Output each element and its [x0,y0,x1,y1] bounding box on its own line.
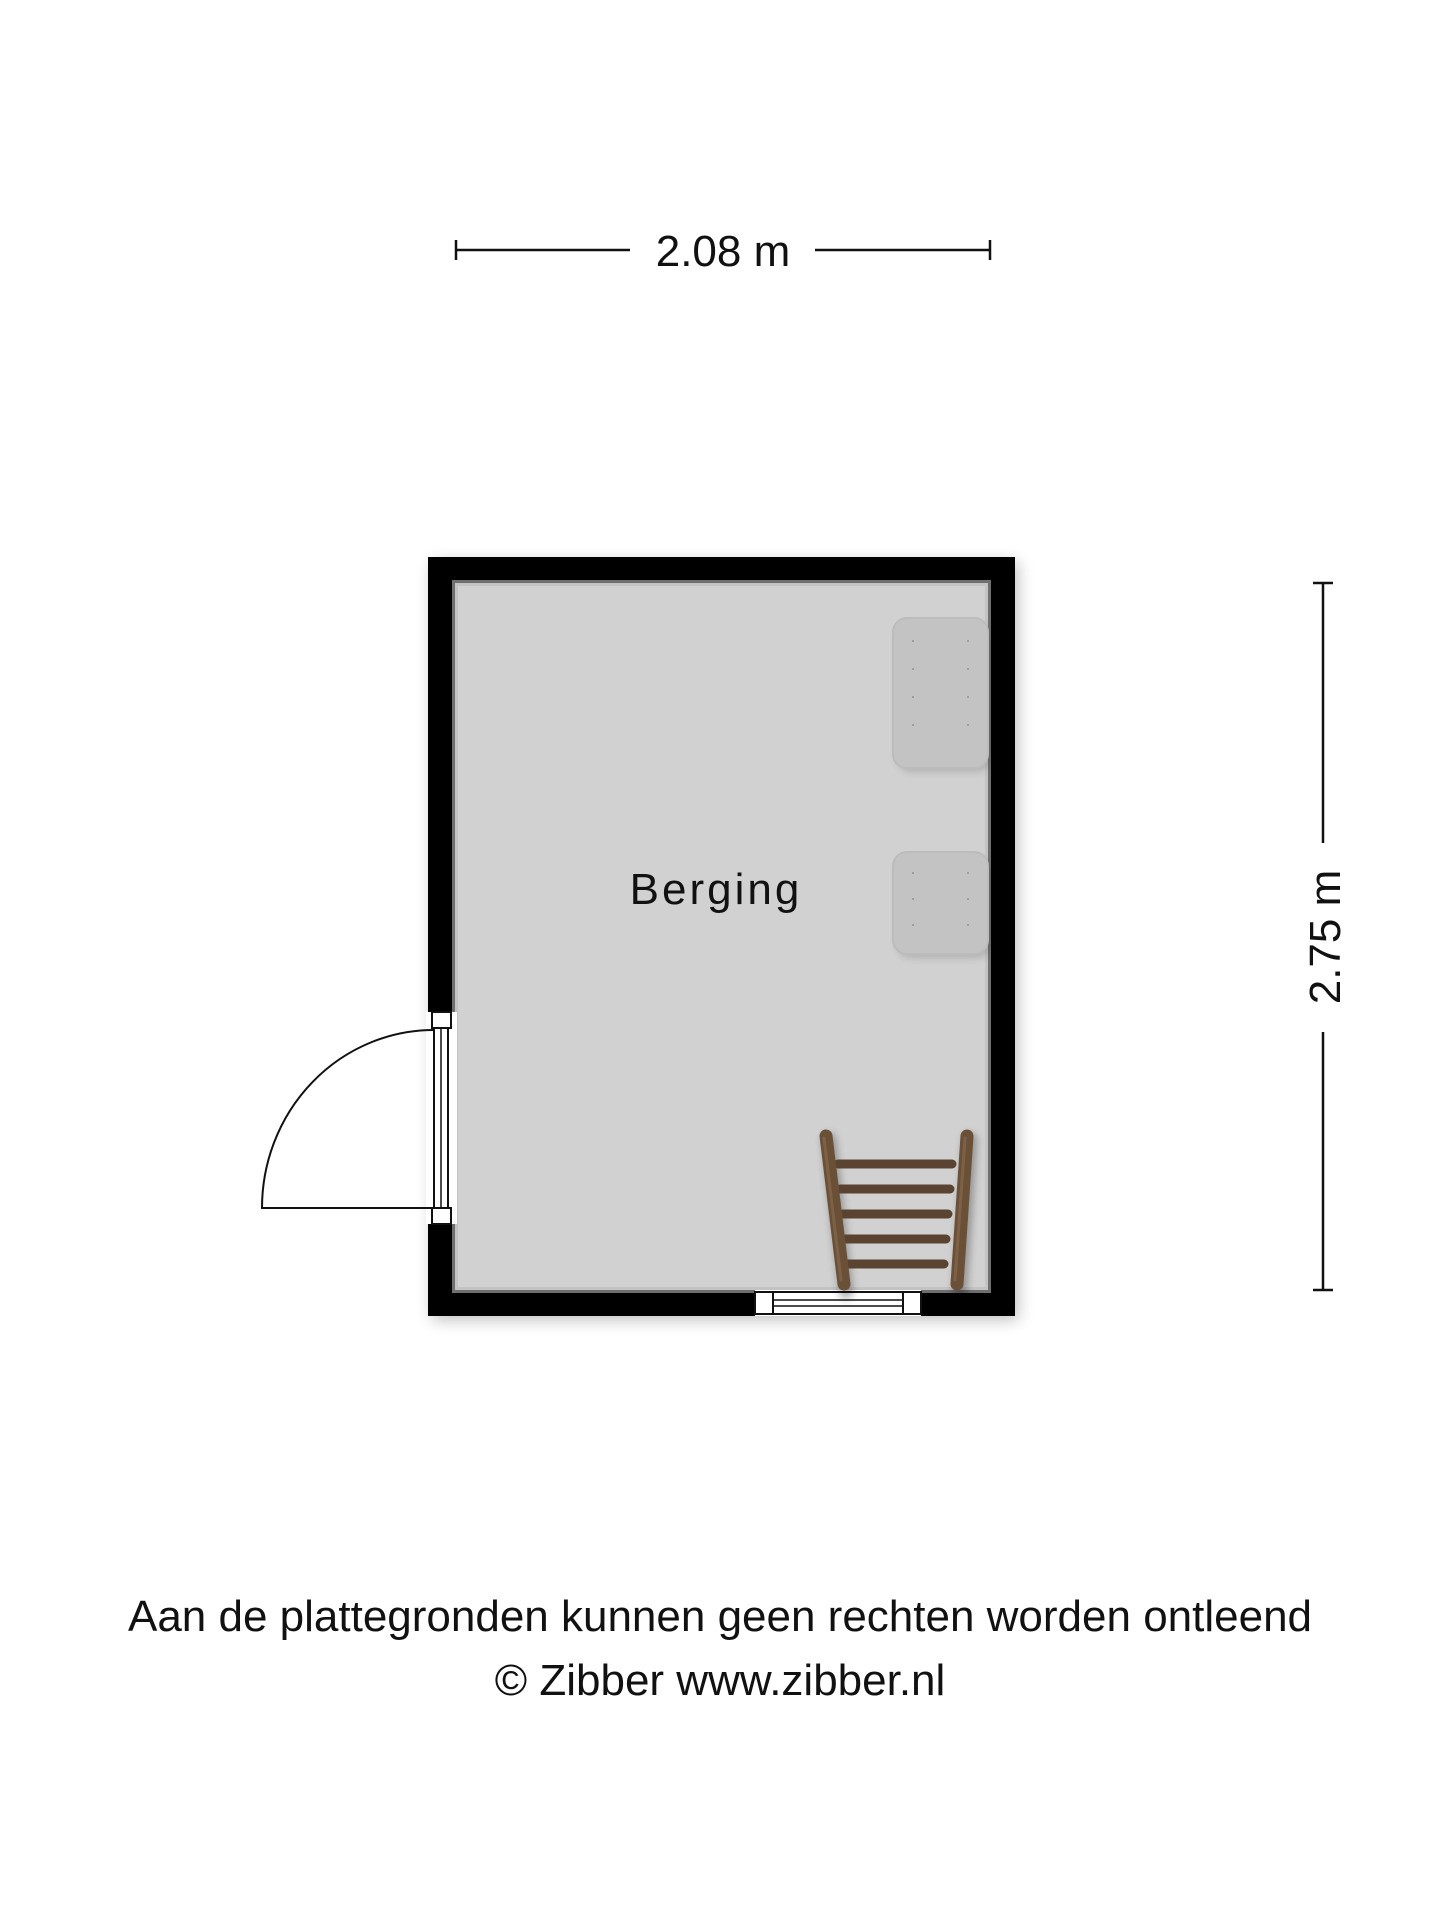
window-icon [755,1290,921,1316]
door-swing-icon [262,1030,434,1208]
door [262,1012,457,1224]
copyright-text: © Zibber www.zibber.nl [494,1656,946,1705]
room-label: Berging [629,865,803,914]
width-dimension-label: 2.08 m [655,227,791,276]
shelf-lower [893,852,988,954]
height-dimension [1301,583,1350,1290]
room [262,557,1018,1320]
disclaimer-text: Aan de plattegronden kunnen geen rechten worden ontleend [127,1592,1313,1641]
footer [0,1585,1440,1713]
height-dimension-label: 2.75 m [1301,869,1350,1005]
width-dimension [456,227,990,276]
shelf-upper [893,618,988,768]
